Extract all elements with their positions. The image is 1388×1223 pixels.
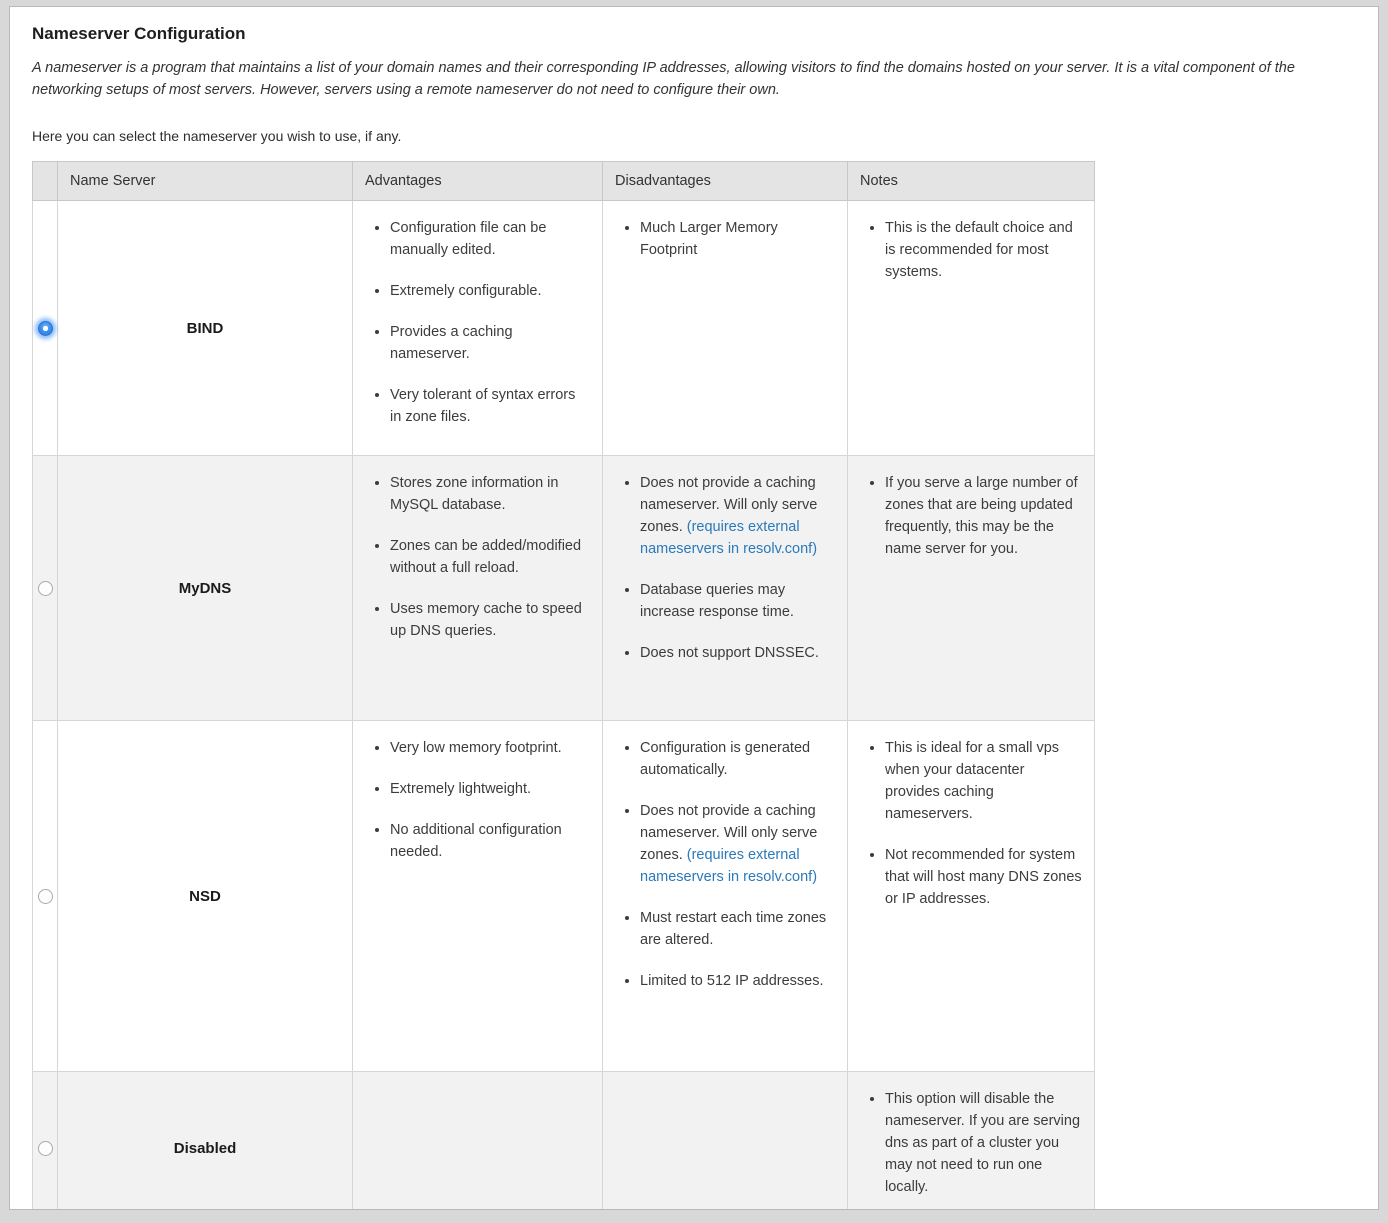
mydns-notes-list — [860, 472, 1082, 560]
bullet-text: Stores zone information in MySQL database. — [390, 475, 559, 514]
disadvantages-cell — [603, 201, 848, 456]
instruction-text: Here you can select the nameserver you wish to use, if any. — [32, 128, 402, 145]
disadvantages-item — [640, 737, 835, 781]
bullet-text: Must restart each time zones are altered. — [640, 910, 827, 949]
table-header-row — [33, 162, 1095, 201]
advantages-item — [390, 535, 590, 579]
advantages-cell — [353, 201, 603, 456]
mydns-disadvantages-list — [615, 472, 835, 664]
table-row-mydns — [33, 456, 1095, 721]
disadvantages-cell — [603, 456, 848, 721]
notes-item — [885, 472, 1082, 560]
disadvantages-item — [640, 800, 835, 888]
notes-item — [885, 844, 1082, 910]
nameserver-name-nsd: NSD — [58, 721, 353, 1072]
nameserver-name-disabled: Disabled — [58, 1072, 353, 1210]
bullet-text: Zones can be added/modified without a full reload. — [390, 538, 582, 577]
table-row-nsd — [33, 721, 1095, 1072]
advantages-item — [390, 778, 590, 800]
bullet-text: This is ideal for a small vps when your datacenter provides caching nameservers. — [885, 740, 1060, 823]
bullet-text: Very tolerant of syntax errors in zone files. — [390, 387, 576, 426]
advantages-cell — [353, 1072, 603, 1210]
table-row-disabled — [33, 1072, 1095, 1210]
header-disadvantages: Disadvantages — [603, 162, 848, 201]
disadvantages-cell — [603, 721, 848, 1072]
radio-disabled[interactable] — [38, 1141, 53, 1156]
bind-disadvantages-list — [615, 217, 835, 261]
nsd-disadvantages-list — [615, 737, 835, 992]
radio-mydns[interactable] — [38, 581, 53, 596]
notes-item — [885, 217, 1082, 283]
bullet-text: Extremely lightweight. — [390, 781, 532, 798]
bullet-text: Does not support DNSSEC. — [640, 645, 819, 662]
advantages-item — [390, 472, 590, 516]
bind-advantages-list — [365, 217, 590, 428]
notes-cell — [848, 1072, 1095, 1210]
advantages-item — [390, 819, 590, 863]
bullet-text: Does not provide a caching nameserver. Will only serve zones. — [640, 475, 818, 536]
nameserver-table — [32, 161, 1095, 1210]
bullet-text: Does not provide a caching nameserver. Will only serve zones. — [640, 803, 818, 864]
bullet-text: This is the default choice and is recommended for most systems. — [885, 220, 1073, 281]
resolv-conf-link[interactable]: (requires external nameservers in resolv.conf) — [640, 519, 818, 558]
nsd-advantages-list — [365, 737, 590, 863]
notes-cell — [848, 721, 1095, 1072]
resolv-conf-link[interactable]: (requires external nameservers in resolv.conf) — [640, 847, 818, 886]
header-radio-column — [33, 162, 58, 201]
advantages-cell — [353, 456, 603, 721]
bullet-text: If you serve a large number of zones that are being updated frequently, this may be the name server for you. — [885, 475, 1078, 558]
disadvantages-item — [640, 217, 835, 261]
bind-notes-list — [860, 217, 1082, 283]
bullet-text: Configuration file can be manually edited. — [390, 220, 547, 259]
bullet-text: Provides a caching nameserver. — [390, 324, 513, 363]
header-notes: Notes — [848, 162, 1095, 201]
mydns-advantages-list — [365, 472, 590, 642]
radio-cell — [33, 456, 58, 721]
notes-item — [885, 737, 1082, 825]
notes-cell — [848, 201, 1095, 456]
advantages-cell — [353, 721, 603, 1072]
advantages-item — [390, 598, 590, 642]
disadvantages-item — [640, 472, 835, 560]
radio-cell — [33, 721, 58, 1072]
radio-cell — [33, 201, 58, 456]
notes-cell — [848, 456, 1095, 721]
header-advantages: Advantages — [353, 162, 603, 201]
disadvantages-item — [640, 579, 835, 623]
bullet-text: Not recommended for system that will host many DNS zones or IP addresses. — [885, 847, 1082, 908]
bullet-text: This option will disable the nameserver. If you are serving dns as part of a cluster you may not need to run one locally. — [885, 1091, 1081, 1196]
nameserver-table-body — [33, 201, 1095, 1210]
header-name-server: Name Server — [58, 162, 353, 201]
disadvantages-item — [640, 970, 835, 992]
bullet-text: Database queries may increase response time. — [640, 582, 794, 621]
disadvantages-item — [640, 907, 835, 951]
nsd-notes-list — [860, 737, 1082, 910]
advantages-item — [390, 737, 590, 759]
bullet-text: Limited to 512 IP addresses. — [640, 973, 824, 990]
nameserver-name-mydns: MyDNS — [58, 456, 353, 721]
disabled-notes-list — [860, 1088, 1082, 1198]
bullet-text: Configuration is generated automatically. — [640, 740, 811, 779]
bullet-text: Uses memory cache to speed up DNS queries. — [390, 601, 582, 640]
table-row-bind — [33, 201, 1095, 456]
disadvantages-cell — [603, 1072, 848, 1210]
radio-nsd[interactable] — [38, 889, 53, 904]
radio-cell — [33, 1072, 58, 1210]
intro-text: A nameserver is a program that maintains a list of your domain names and their corresponding IP addresses, allowing visitors to find the domains hosted on your server. It is a vital component of the networking setups of most servers. However, servers using a remote nameserver do not need to configure their own. — [32, 60, 1295, 99]
advantages-item — [390, 384, 590, 428]
disadvantages-item — [640, 642, 835, 664]
radio-bind[interactable] — [38, 321, 53, 336]
content-panel — [9, 6, 1379, 1210]
bullet-text: Extremely configurable. — [390, 283, 542, 300]
bullet-text: Very low memory footprint. — [390, 740, 562, 757]
advantages-item — [390, 217, 590, 261]
bullet-text: No additional configuration needed. — [390, 822, 562, 861]
bullet-text: Much Larger Memory Footprint — [640, 220, 778, 259]
advantages-item — [390, 321, 590, 365]
nameserver-name-bind: BIND — [58, 201, 353, 456]
advantages-item — [390, 280, 590, 302]
notes-item — [885, 1088, 1082, 1198]
page-title: Nameserver Configuration — [32, 24, 246, 43]
